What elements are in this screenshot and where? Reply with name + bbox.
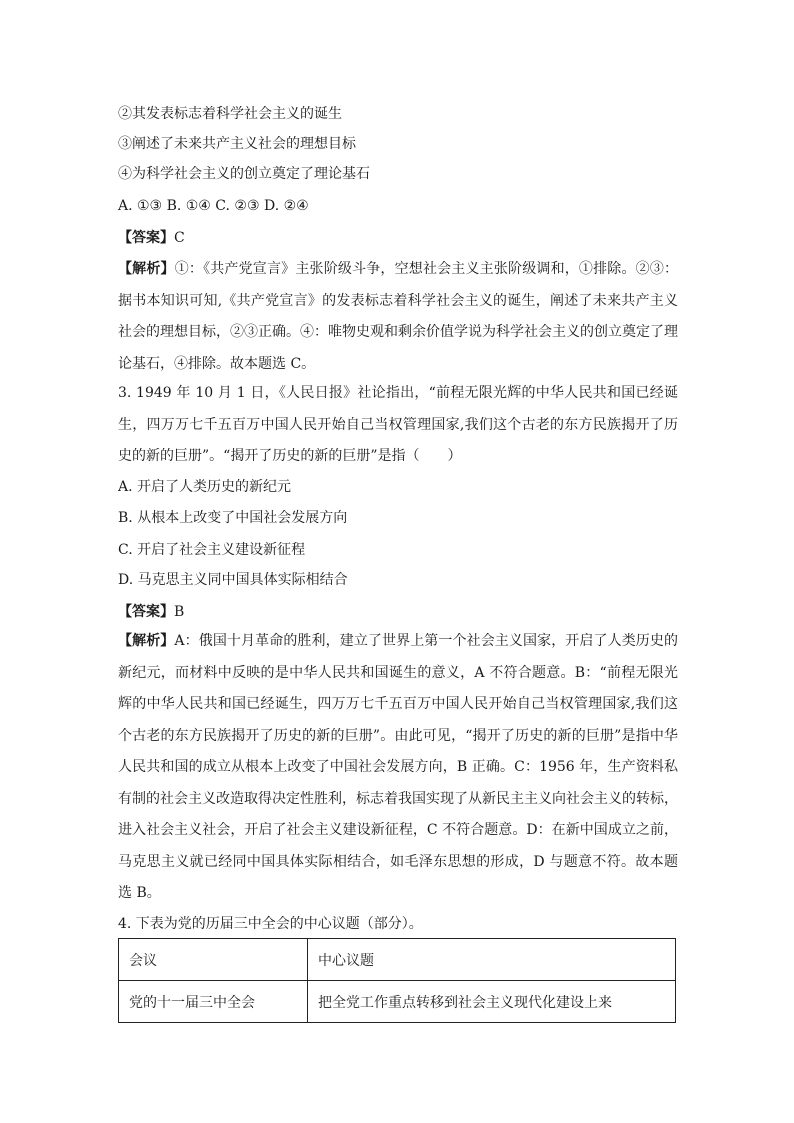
answer-label: 【答案】 (118, 230, 174, 246)
table-header-cell: 会议 (119, 939, 308, 981)
q2-option-4: ④为科学社会主义的创立奠定了理论基石 (118, 166, 370, 182)
q4-stem: 4. 下表为党的历届三中全会的中心议题（部分）。 (118, 916, 423, 932)
analysis-text: ①：《共产党宣言》主张阶级斗争，空想社会主义主张阶级调和，①排除。②③：据书本知识可知,《共产党宣言》的发表标志着科学社会主义的诞生，阐述了未来共产主义社会的理想目标，②③正确。④：唯物史观和剩余价值学说为科学社会主义的创立奠定了理论基石，④排除。故本题选 C。 (118, 261, 678, 372)
q3-analysis (118, 626, 678, 910)
table-header-cell: 中心议题 (308, 939, 676, 981)
q2-answer (118, 228, 185, 248)
q3-option-d: D. 马克思主义同中国具体实际相结合 (118, 572, 348, 588)
q2-option-3: ③阐述了未来共产主义社会的理想目标 (118, 136, 356, 152)
table-cell: 把全党工作重点转移到社会主义现代化建设上来 (308, 981, 676, 1023)
answer-value: B (174, 604, 185, 620)
analysis-text: A：俄国十月革命的胜利，建立了世界上第一个社会主义国家，开启了人类历史的新纪元，而材料中反映的是中华人民共和国诞生的意义，A 不符合题意。B：“前程无限光辉的中华人民共和国已经诞生，四万万七千五百万中国人民开始自己当权管理国家,我们这个古老的东方民族揭开了历史的新的巨册”。由此可见，“揭开了历史的新的巨册”是指中华人民共和国的成立从根本上改变了中国社会发展方向，B 正确。C：1956 年，生产资料私有制的社会主义改造取得决定性胜利，标志着我国实现了从新民主主义向社会主义的转标，进入社会主义社会，开启了社会主义建设新征程，C 不符合题意。D：在新中国成立之前，马克思主义就已经同中国具体实际相结合，如毛泽东思想的形成，D 与题意不符。故本题选 B。 (118, 633, 679, 901)
analysis-label: 【解析】 (118, 633, 175, 649)
q3-option-c: C. 开启了社会主义建设新征程 (118, 542, 306, 558)
plenum-table (118, 938, 676, 1023)
analysis-label: 【解析】 (118, 261, 175, 277)
table-header-row (119, 939, 676, 981)
table-cell: 党的十一届三中全会 (119, 981, 308, 1023)
answer-value: C (174, 230, 185, 246)
q2-choices: A. ①③ B. ①④ C. ②③ D. ②④ (118, 198, 309, 214)
q2-option-2: ②其发表标志着科学社会主义的诞生 (118, 106, 342, 122)
q3-stem: 3. 1949 年 10 月 1 日，《人民日报》社论指出，“前程无限光辉的中华人民共和国已经诞生，四万万七千五百万中国人民开始自己当权管理国家,我们这个古老的东方民族揭开了历史的新的巨册”。“揭开了历史的新的巨册”是指（ ） (118, 385, 678, 464)
q3-option-a: A. 开启了人类历史的新纪元 (118, 479, 292, 495)
q2-analysis (118, 254, 678, 380)
answer-label: 【答案】 (118, 604, 174, 620)
q3-option-b: B. 从根本上改变了中国社会发展方向 (118, 510, 348, 526)
table-row (119, 981, 676, 1023)
q3-answer (118, 602, 184, 622)
